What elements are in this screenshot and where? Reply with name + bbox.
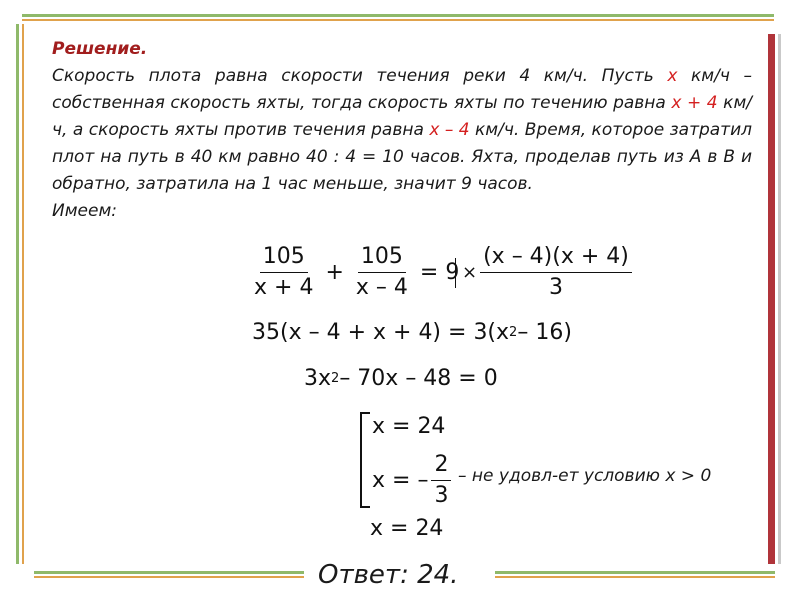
solution-part-4: км/ч. Время, которое затратил плот на путь в 40 км равно 40 : 4 = 10 часов. Яхта, проделав путь из А в В и обратно, затратила на 1 час меньше, значит 9 часов. — [52, 120, 752, 194]
frame-left-orange-line — [22, 24, 24, 564]
frame-bottom-left-orange-line — [34, 576, 304, 578]
root-2 — [372, 452, 454, 509]
frame-bottom-right-orange-line — [495, 576, 775, 578]
solution-part-3: км/ч, а скорость яхты против течения равна — [52, 93, 752, 140]
solution-heading: Решение. — [52, 39, 148, 59]
root-2-prefix: x = – — [372, 468, 429, 493]
root-1 — [372, 414, 445, 439]
fraction-denominator: x + 4 — [254, 275, 314, 300]
solution-text — [52, 36, 752, 225]
fraction-denominator: 3 — [548, 275, 563, 300]
vertical-separator — [455, 258, 456, 288]
fraction-denominator: x – 4 — [355, 275, 408, 300]
frame-bottom-left-green-line — [34, 571, 304, 574]
frame-right-red-bar — [768, 34, 775, 564]
fraction-numerator: 105 — [358, 244, 406, 273]
fraction-numerator: 2 — [431, 452, 451, 481]
equation-2-right: – 16) — [517, 320, 572, 345]
rejection-note: – не удовл-ет условию x > 0 — [458, 466, 712, 486]
imeem-label: Имеем: — [52, 201, 118, 221]
fraction-105-over-x-plus-4 — [251, 244, 316, 301]
frame-top-orange-line — [22, 19, 774, 21]
solution-part-2: км/ч – собственная скорость яхты, тогда скорость яхты по течению равна — [52, 66, 752, 113]
frame-left-green-line — [16, 24, 19, 564]
multiplier-fraction — [480, 244, 632, 301]
exponent: 2 — [509, 325, 518, 340]
fraction-denominator: 3 — [434, 483, 449, 508]
fraction-2-over-3 — [431, 452, 451, 509]
variable-x-plus-4: x + 4 — [671, 93, 718, 113]
variable-x-minus-4: x – 4 — [429, 120, 470, 140]
exponent: 2 — [331, 371, 340, 386]
equation-3 — [304, 366, 498, 391]
fraction-numerator: 105 — [260, 244, 308, 273]
frame-bottom-right-green-line — [495, 571, 775, 574]
frame-right-gray-line — [778, 34, 781, 564]
final-root — [370, 516, 443, 541]
equation-2-left: 35(x – 4 + x + 4) = 3(x — [252, 320, 510, 345]
multiplier-expression — [455, 244, 635, 301]
system-bracket — [360, 412, 370, 508]
final-root-text: x = 24 — [370, 516, 444, 541]
root-1-text: x = 24 — [372, 414, 446, 439]
equation-3-term: 3x — [304, 366, 332, 391]
equation-1 — [248, 244, 465, 301]
variable-x: x — [667, 66, 678, 86]
multiply-sign: × — [462, 262, 478, 283]
equation-2 — [252, 320, 572, 345]
equation-3-rest: – 70x – 48 = 0 — [339, 366, 498, 391]
solution-part-1: Скорость плота равна скорости течения реки 4 км/ч. Пусть — [52, 66, 668, 86]
equals-nine: = 9 — [419, 260, 460, 285]
plus-sign: + — [325, 260, 344, 285]
fraction-105-over-x-minus-4 — [353, 244, 411, 301]
fraction-numerator: (x – 4)(x + 4) — [480, 244, 632, 273]
answer: Ответ: 24. — [318, 560, 459, 590]
frame-top-green-line — [22, 14, 774, 17]
